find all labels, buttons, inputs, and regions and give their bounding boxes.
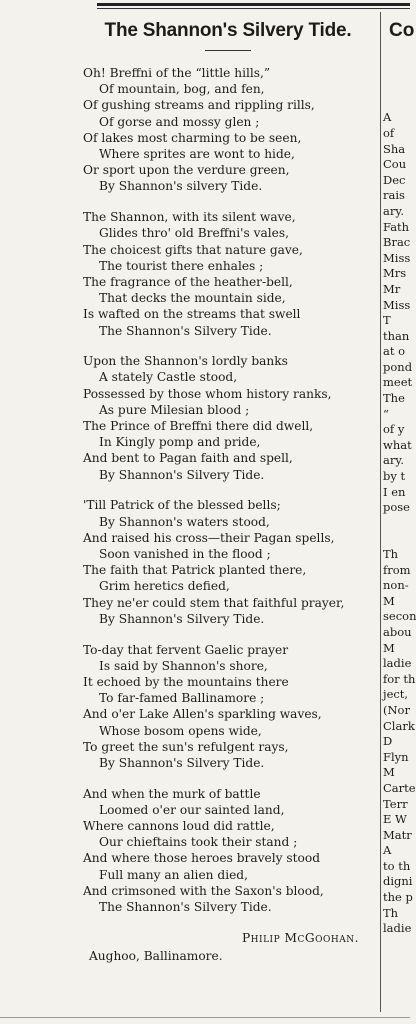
adjacent-text-fragment [383, 531, 410, 547]
adjacent-text-fragment [383, 95, 410, 111]
poem-line: The Prince of Breffni there did dwell, [83, 419, 314, 434]
adjacent-text-fragment: A [383, 110, 392, 125]
adjacent-text-fragment: what [383, 437, 412, 452]
adjacent-text-fragment: for th [383, 671, 416, 686]
poem-line: And when the murk of battle [83, 786, 261, 801]
poem-line: Where cannons loud did rattle, [83, 819, 275, 834]
adjacent-text-fragment: than [383, 328, 410, 343]
poem-line: Of gushing streams and rippling rills, [83, 98, 315, 113]
poem-line: They ne'er could stem that faithful prayer, [83, 595, 345, 610]
adjacent-text-fragment: Brac [383, 235, 411, 250]
poem-line: Soon vanished in the flood ; [99, 546, 271, 561]
adjacent-text-fragment: M [383, 640, 395, 655]
adjacent-text-fragment: the p [383, 890, 413, 905]
adjacent-text-fragment: from [383, 562, 411, 577]
adjacent-text-fragment: Miss [383, 297, 411, 312]
poem-line: By Shannon's Silvery Tide. [99, 755, 265, 770]
poem-line: It echoed by the mountains there [83, 674, 289, 689]
poem-title: The Shannon's Silvery Tide. [104, 20, 352, 41]
poem-line: By Shannon's Silvery Tide. [99, 611, 265, 626]
poem-line: By Shannon's Silvery Tide. [99, 467, 265, 482]
adjacent-text-fragment [383, 79, 410, 95]
poem-line: Grim heretics defied, [99, 579, 230, 594]
poem-line: 'Till Patrick of the blessed bells; [83, 498, 281, 513]
stanza [83, 497, 373, 627]
author-location: Aughoo, Ballinamore. [89, 948, 223, 963]
stanza [83, 209, 373, 339]
adjacent-text-fragment: Clark [383, 718, 415, 733]
adjacent-text-fragment: D [383, 734, 393, 749]
poem-line: Where sprites are wont to hide, [99, 147, 295, 162]
poem-line: Full many an alien died, [99, 867, 248, 882]
adjacent-text-fragment: Miss [383, 250, 411, 265]
stanza [83, 65, 373, 195]
adjacent-text-fragment: Fath [383, 219, 410, 234]
adjacent-text-fragment: (Nor [383, 702, 410, 717]
poem-line: And raised his cross—their Pagan spells, [83, 530, 335, 545]
poem-line: Upon the Shannon's lordly banks [83, 354, 288, 369]
adjacent-column-title: Co [389, 20, 415, 41]
adjacent-text-fragment: of [383, 125, 395, 140]
poem-line: Loomed o'er our sainted land, [99, 802, 285, 817]
poem-line: Is said by Shannon's shore, [99, 658, 268, 673]
poem-line: The Shannon's Silvery Tide. [99, 900, 272, 915]
adjacent-column-text [383, 48, 416, 937]
adjacent-text-fragment: Th [383, 547, 399, 561]
adjacent-text-fragment: Matr [383, 827, 412, 842]
adjacent-text-fragment: to th [383, 858, 411, 873]
adjacent-text-fragment: “ [383, 406, 389, 421]
adjacent-text-fragment: of y [383, 422, 405, 437]
poem-line: Is wafted on the streams that swell [83, 307, 301, 322]
title-rule [205, 50, 251, 51]
adjacent-text-fragment: A [383, 843, 392, 858]
adjacent-text-fragment: rais [383, 188, 405, 203]
adjacent-text-fragment: secon [383, 609, 416, 624]
poem-line: By Shannon's waters stood, [99, 514, 270, 529]
adjacent-text-fragment: Terr [383, 796, 408, 811]
adjacent-text-fragment [383, 64, 410, 80]
poem-line: Possessed by those whom history ranks, [83, 386, 332, 401]
adjacent-text-fragment: by t [383, 469, 406, 484]
adjacent-text-fragment: abou [383, 624, 412, 639]
poem-line: And crimsoned with the Saxon's blood, [83, 883, 324, 898]
poem-line: Oh! Breffni of the “little hills,” [83, 66, 271, 80]
adjacent-text-fragment [383, 516, 410, 532]
adjacent-text-fragment: ject, [383, 687, 409, 702]
poem-line: Of gorse and mossy glen ; [99, 114, 260, 129]
adjacent-text-fragment: ladie [383, 921, 412, 936]
adjacent-text-fragment: The [383, 391, 405, 406]
poem-line: Our chieftains took their stand ; [99, 835, 298, 850]
poem-line: That decks the mountain side, [99, 291, 286, 306]
stanza [83, 353, 373, 483]
adjacent-text-fragment: Carte [383, 780, 416, 795]
adjacent-text-fragment: ladie [383, 656, 412, 671]
adjacent-text-fragment: non- [383, 578, 409, 593]
adjacent-text-fragment: I en [383, 484, 406, 499]
author-signature: Philip McGoohan. [241, 930, 359, 945]
poem-line: As pure Milesian blood ; [99, 402, 250, 417]
stanza [83, 642, 373, 772]
stanza [83, 786, 373, 916]
poem-line: The fragrance of the heather-bell, [83, 274, 293, 289]
poem-column [83, 12, 373, 1017]
adjacent-text-fragment: pond [383, 359, 413, 374]
adjacent-text-fragment: meet [383, 375, 413, 390]
adjacent-text-fragment: Mr [383, 281, 401, 296]
poem-line: Glides thro' old Breffni's vales, [99, 226, 289, 241]
poem-line: The Shannon's Silvery Tide. [99, 323, 272, 338]
adjacent-text-fragment: at o [383, 344, 406, 359]
adjacent-text-fragment: ary. [383, 453, 404, 468]
adjacent-text-fragment: E W [383, 812, 407, 827]
poem-line: In Kingly pomp and pride, [99, 435, 261, 450]
poem-line: The faith that Patrick planted there, [83, 563, 307, 578]
poem-line: By Shannon's silvery Tide. [99, 179, 263, 194]
adjacent-text-fragment: Mrs [383, 266, 407, 281]
adjacent-text-fragment: Flyn [383, 749, 409, 764]
poem-line: The tourist there enhales ; [99, 258, 264, 273]
poem-line: To far-famed Ballinamore ; [99, 691, 265, 706]
column-divider [380, 12, 381, 1012]
poem-body [83, 65, 373, 915]
poem-line: Of mountain, bog, and fen, [99, 82, 265, 97]
poem-line: A stately Castle stood, [99, 370, 238, 385]
poem-line: And o'er Lake Allen's sparkling waves, [83, 707, 322, 722]
poem-line: To-day that fervent Gaelic prayer [83, 642, 289, 657]
poem-line: And bent to Pagan faith and spell, [83, 451, 293, 466]
adjacent-text-fragment: M [383, 765, 395, 780]
adjacent-text-fragment: digni [383, 874, 413, 889]
poem-line: And where those heroes bravely stood [83, 851, 321, 866]
adjacent-text-fragment: Th [383, 905, 399, 920]
top-rule-thin [97, 8, 410, 9]
adjacent-text-fragment: Cou [383, 157, 407, 172]
adjacent-column [383, 12, 416, 1022]
adjacent-text-fragment: pose [383, 500, 410, 515]
bottom-rule [0, 1017, 410, 1018]
adjacent-text-fragment: ary. [383, 203, 404, 218]
poem-line: Whose bosom opens wide, [99, 723, 262, 738]
poem-line: The choicest gifts that nature gave, [83, 242, 303, 257]
adjacent-text-fragment: Dec [383, 172, 406, 187]
adjacent-text-fragment: T [383, 313, 391, 328]
poem-line: To greet the sun's refulgent rays, [83, 739, 289, 754]
poem-line: Of lakes most charming to be seen, [83, 130, 302, 145]
adjacent-text-fragment: M [383, 593, 395, 608]
top-rule [97, 3, 410, 6]
adjacent-text-fragment: Sha [383, 141, 406, 156]
poem-line: Or sport upon the verdure green, [83, 163, 290, 178]
adjacent-text-fragment [383, 48, 410, 64]
poem-line: The Shannon, with its silent wave, [83, 210, 296, 225]
